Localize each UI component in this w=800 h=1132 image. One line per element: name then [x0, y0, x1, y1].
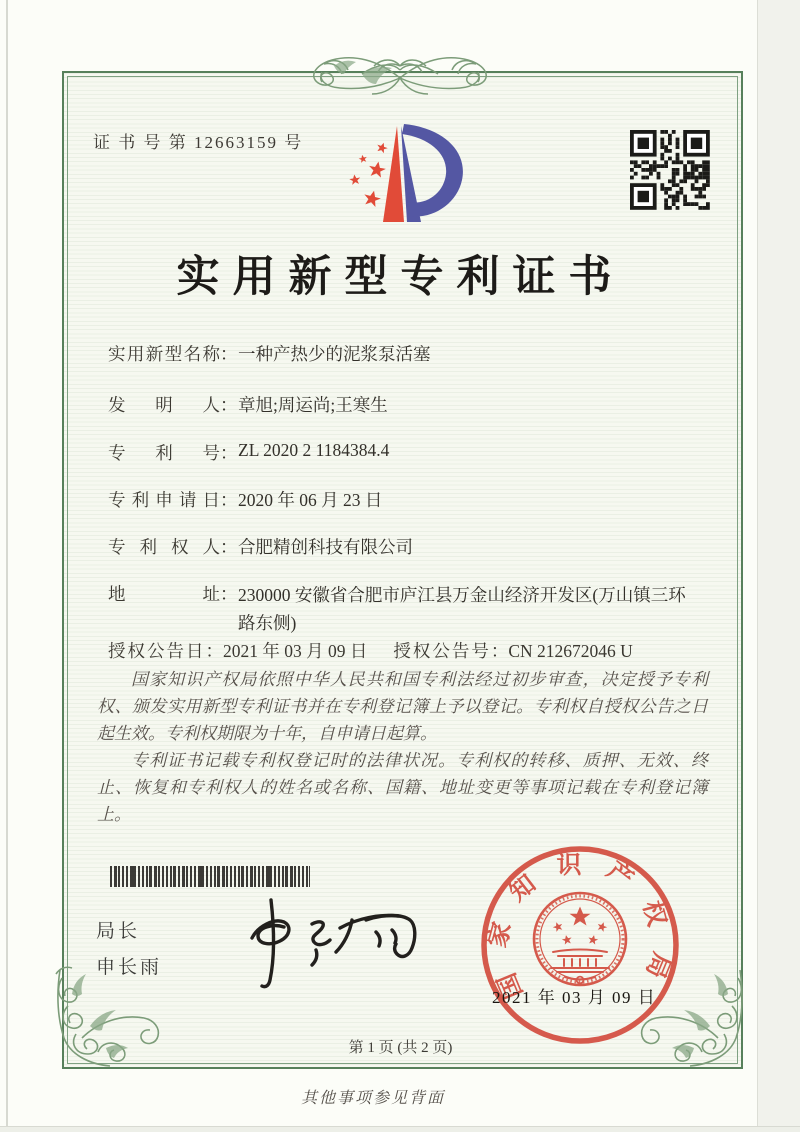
field-value: 230000 安徽省合肥市庐江县万金山经济开发区(万山镇三环路东侧)	[238, 585, 686, 633]
field-label: 专利权人	[108, 537, 220, 557]
scan-edge-bottom	[0, 1126, 800, 1132]
barcode	[110, 866, 310, 887]
qr-code	[630, 130, 710, 210]
scan-edge-right	[757, 0, 800, 1132]
field-label: 发明人	[108, 395, 220, 415]
field-label: 地址	[108, 584, 220, 604]
field-colon: ：	[205, 641, 223, 661]
field-colon: ：	[220, 344, 238, 364]
field-row-utility-model-name	[108, 341, 720, 366]
field-value: ZL 2020 2 1184384.4	[238, 440, 390, 460]
director-signature	[228, 886, 433, 994]
field-value: 一种产热少的泥浆泵活塞	[238, 344, 431, 364]
field-colon: ：	[220, 395, 238, 415]
field-colon: ：	[220, 443, 238, 463]
cnipa-logo-icon	[338, 118, 483, 236]
certificate-body-text	[97, 666, 708, 828]
field-row-patent-number	[108, 440, 720, 465]
signer-name: 申长雨	[96, 957, 163, 978]
body-paragraph-1: 国家知识产权局依照中华人民共和国专利法经过初步审查，决定授予专利权、颁发实用新型专利证书并在专利登记簿上予以登记。专利权自授权公告之日起生效。专利权期限为十年，自申请日起算。	[97, 670, 708, 743]
field-value: 2020 年 06 月 23 日	[238, 490, 383, 510]
grant-date-label: 授权公告日	[108, 641, 206, 661]
signer-title: 局长	[96, 921, 141, 942]
certificate-title: 实用新型专利证书	[176, 254, 625, 301]
field-colon: ：	[220, 537, 238, 557]
field-label: 专利申请日	[108, 490, 220, 510]
seal-agency-text: 国家知识产权局	[484, 851, 676, 1003]
grant-number-value: CN 212672046 U	[508, 641, 633, 661]
field-label: 实用新型名称	[108, 344, 220, 364]
field-colon: ：	[490, 641, 509, 661]
field-value: 章旭;周运尚;王寒生	[238, 395, 388, 415]
field-colon: ：	[220, 490, 238, 510]
seal-date: 2021 年 03 月 09 日	[492, 988, 657, 1007]
grant-date-value: 2021 年 03 月 09 日	[223, 641, 368, 661]
field-row-filing-date	[108, 487, 720, 512]
field-row-inventors	[108, 392, 720, 417]
field-row-grant	[108, 638, 720, 663]
field-label: 专利号	[108, 443, 220, 463]
field-row-patentee	[108, 534, 720, 559]
grant-number-label: 授权公告号	[393, 641, 491, 661]
signer-block	[96, 914, 162, 986]
page-number: 第 1 页 (共 2 页)	[348, 1040, 453, 1056]
certificate-number: 证 书 号 第 12663159 号	[93, 133, 304, 152]
scan-edge-left	[6, 0, 8, 1132]
field-colon: ：	[220, 584, 238, 604]
back-side-note: 其他事项参见背面	[300, 1090, 445, 1107]
cnipa-seal	[470, 842, 690, 1052]
field-row-address	[108, 581, 720, 637]
top-flourish-ornament	[278, 40, 522, 106]
body-paragraph-2: 专利证书记载专利权登记时的法律状况。专利权的转移、质押、无效、终止、恢复和专利权人的姓名或名称、国籍、地址变更等事项记载在专利登记簿上。	[97, 751, 708, 824]
field-value: 合肥精创科技有限公司	[238, 537, 413, 557]
